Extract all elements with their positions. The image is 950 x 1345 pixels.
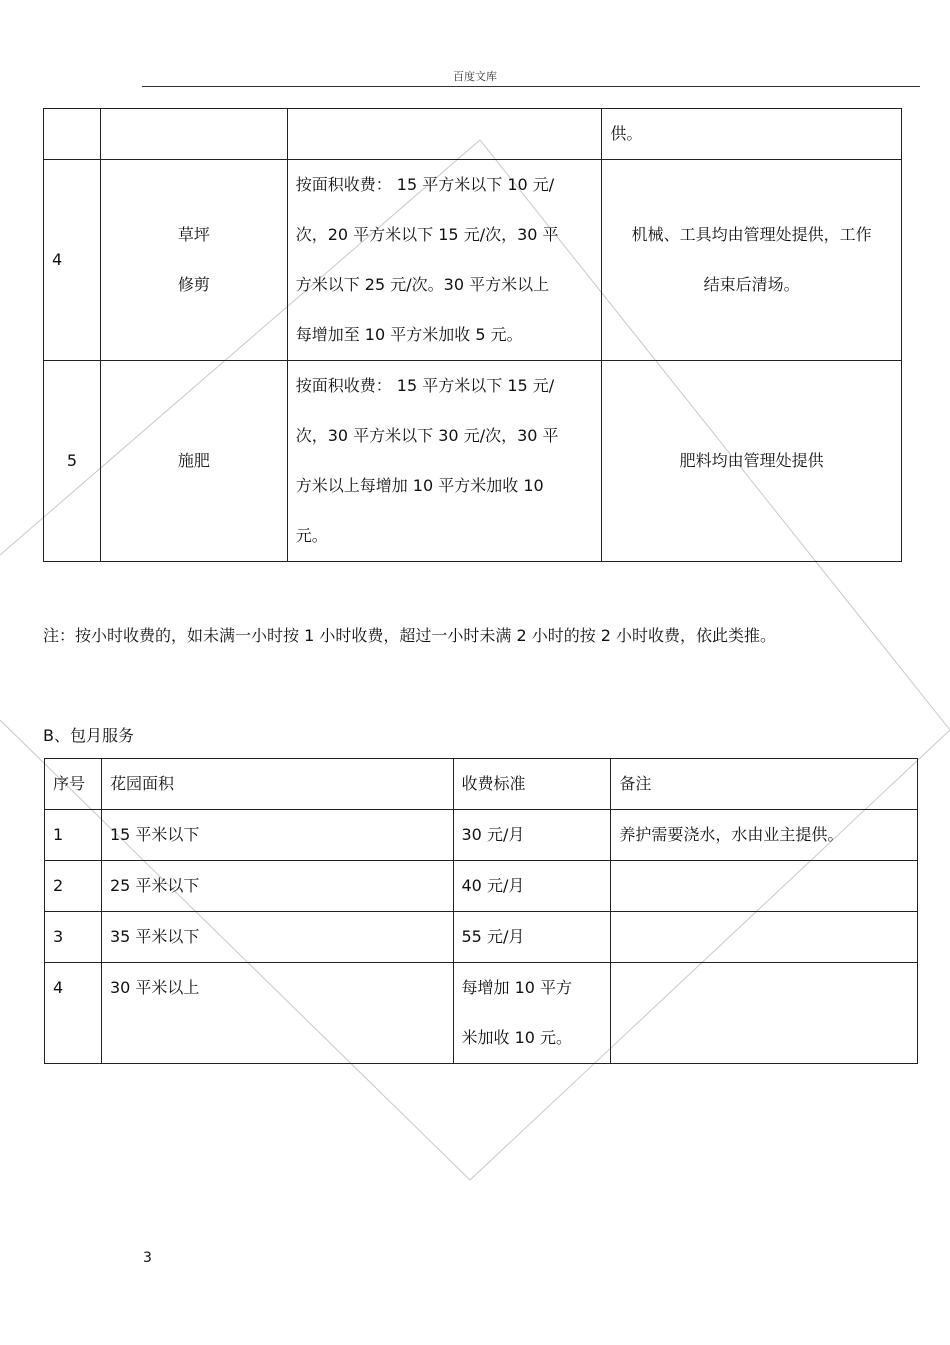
fee-cell: 按面积收费： 15 平方米以下 10 元/ 次，20 平方米以下 15 元/次，30 平 方米以下 25 元/次。30 平方米以上 每增加至 10 平方米加收 5 元。 [287,160,602,361]
garden-area: 35 平米以下 [101,912,453,963]
row-number: 1 [45,810,102,861]
remark [611,963,918,1064]
note-text: 注：按小时收费的，如未满一小时按 1 小时收费，超过一小时未满 2 小时的按 2 小时收费，依此类推。 [43,626,777,645]
row-number: 3 [45,912,102,963]
header-fee: 收费标准 [453,759,611,810]
service-fee-table [43,108,902,562]
table-header-row [45,759,918,810]
header-no: 序号 [45,759,102,810]
row-number [44,109,101,160]
garden-area: 15 平米以下 [101,810,453,861]
table-row [44,361,902,562]
remark [611,861,918,912]
remark: 养护需要浇水，水由业主提供。 [611,810,918,861]
garden-area: 30 平米以上 [101,963,453,1064]
fee-standard: 55 元/月 [453,912,611,963]
remark-cell: 供。 [602,109,902,160]
row-number: 4 [45,963,102,1064]
remark-cell: 肥料均由管理处提供 [602,361,902,562]
row-number: 4 [44,160,101,361]
section-title: B、包月服务 [43,726,134,745]
item-name: 施肥 [100,361,287,562]
item-name: 草坪 修剪 [100,160,287,361]
fee-cell: 按面积收费： 15 平方米以下 15 元/ 次，30 平方米以下 30 元/次，30 平 方米以上每增加 10 平方米加收 10 元。 [287,361,602,562]
table-row [44,109,902,160]
fee-standard: 30 元/月 [453,810,611,861]
page-number: 3 [143,1250,152,1266]
garden-area: 25 平米以下 [101,861,453,912]
table-row [45,963,918,1064]
header-title: 百度文库 [453,70,497,83]
table-row [45,810,918,861]
monthly-service-table [44,758,918,1064]
row-number: 5 [44,361,101,562]
header-remark: 备注 [611,759,918,810]
remark [611,912,918,963]
row-number: 2 [45,861,102,912]
remark-cell: 机械、工具均由管理处提供，工作 结束后清场。 [602,160,902,361]
table-row [45,912,918,963]
header-area: 花园面积 [101,759,453,810]
item-name [100,109,287,160]
fee-standard: 每增加 10 平方 米加收 10 元。 [453,963,611,1064]
fee-standard: 40 元/月 [453,861,611,912]
table-row [45,861,918,912]
table-row [44,160,902,361]
fee-cell [287,109,602,160]
header-divider [142,86,920,87]
